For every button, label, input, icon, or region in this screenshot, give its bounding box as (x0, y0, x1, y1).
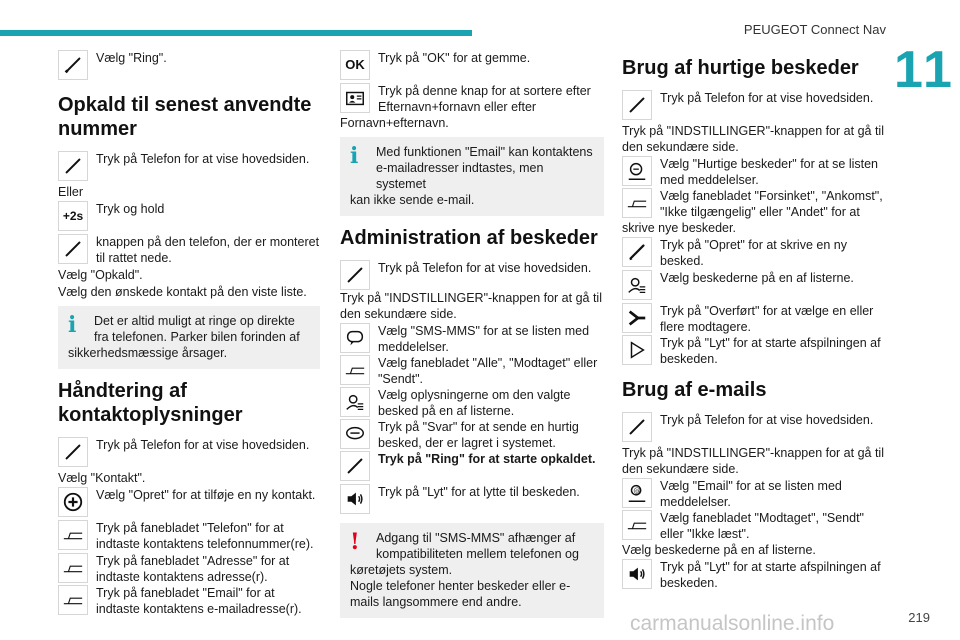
section-heading: Opkald til senest anvendte nummer (58, 94, 312, 140)
step-text: Tryk på fanebladet "Email" for at indtaste kontaktens e-mailadresse(r). (96, 586, 302, 616)
warning-icon: ! (350, 529, 360, 555)
step-text: Tryk på Telefon for at vise hovedsiden. (660, 413, 874, 427)
step-text: Vælg "Opkald". (58, 268, 143, 282)
step-item (622, 237, 884, 270)
section-heading: Håndtering af kontaktoplysninger (58, 380, 243, 426)
write-icon (622, 237, 652, 267)
details-list-icon (622, 270, 652, 300)
section-heading: Brug af e-mails (622, 379, 767, 401)
pen-icon (58, 234, 88, 264)
step-item (340, 50, 604, 83)
step-item (622, 559, 884, 592)
sms-icon (340, 323, 370, 353)
step-item (58, 520, 320, 553)
step-text: Fornavn+efternavn. (340, 116, 449, 130)
speaker-icon (340, 484, 370, 514)
step-text: Tryk på Telefon for at vise hovedsiden. (660, 91, 874, 105)
step-item (622, 510, 884, 542)
header-bar (0, 30, 472, 36)
step-text: Tryk på "INDSTILLINGER"-knappen for at gå til den sekundære side. (340, 291, 602, 321)
speaker-icon (622, 559, 652, 589)
step-text: Vælg fanebladet "Forsinket", "Ankomst", "Ikke tilgængelig" eller "Andet" for at (660, 189, 883, 219)
step-item (622, 412, 884, 445)
pen-icon (58, 151, 88, 181)
add-circle-icon (58, 487, 88, 517)
step-text: Tryk på "Opret" for at skrive en ny besked. (660, 238, 847, 268)
pen-icon (340, 451, 370, 481)
step-item (58, 487, 320, 520)
email-icon (622, 478, 652, 508)
step-text: Vælg den ønskede kontakt på den viste liste. (58, 285, 307, 299)
pen-icon (622, 412, 652, 442)
pen-icon (58, 50, 88, 80)
step-text: Tryk på "INDSTILLINGER"-knappen for at gå til den sekundære side. (622, 124, 884, 154)
watermark: carmanualsonline.info (630, 612, 835, 635)
step-text: Vælg "Email" for at se listen med meddelelser. (660, 479, 842, 509)
column-3 (622, 50, 884, 592)
step-item (622, 303, 884, 335)
step-text: Tryk på Telefon for at vise hovedsiden. (96, 152, 310, 166)
step-text: Tryk på fanebladet "Adresse" for at indtaste kontaktens adresse(r). (96, 554, 290, 584)
step-text: Tryk på denne knap for at sortere efter Efternavn+fornavn eller efter (378, 84, 591, 114)
column-1 (58, 50, 320, 617)
svg-text:@: @ (633, 486, 641, 495)
pen-icon (622, 90, 652, 120)
step-text: Vælg fanebladet "Alle", "Modtaget" eller "Sendt". (378, 356, 598, 386)
step-item (58, 234, 320, 267)
step-text: Tryk på "INDSTILLINGER"-knappen for at gå til den sekundære side. (622, 446, 884, 476)
step-item (340, 419, 604, 451)
info-box: i Med funktionen "Email" kan kontaktens e-mailadresser indtastes, men systemet kan ikke sende e-mail. (340, 137, 604, 216)
info-icon: i (68, 312, 77, 338)
step-text: Vælg fanebladet "Modtaget", "Sendt" eller "Ikke læst". (660, 511, 864, 541)
step-item (340, 387, 604, 419)
header-title: PEUGEOT Connect Nav (743, 22, 886, 37)
page-number: 219 (908, 610, 930, 625)
pen-icon (58, 437, 88, 467)
step-item (58, 553, 320, 585)
step-item (340, 83, 604, 115)
step-text: Tryk på "Lyt" for at starte afspilningen af beskeden. (660, 560, 881, 590)
column-2 (340, 50, 604, 626)
step-text: Vælg "Kontakt". (58, 471, 146, 485)
step-item (340, 484, 604, 517)
step-item (58, 201, 320, 234)
step-text: Vælg "Ring". (96, 51, 167, 65)
step-item (340, 451, 604, 484)
step-text: Vælg beskederne på en af listerne. (622, 543, 816, 557)
quick-message-icon (622, 156, 652, 186)
step-item (622, 90, 884, 123)
step-item (340, 260, 604, 290)
step-item (58, 151, 320, 184)
chapter-number: 11 (894, 41, 955, 99)
step-item (622, 188, 884, 220)
section-heading: Administration af beskeder (340, 227, 598, 249)
press-2s-icon: +2s (58, 201, 88, 231)
tab-icon (58, 520, 88, 550)
step-item (622, 156, 884, 188)
text-or: Eller (58, 185, 84, 199)
details-list-icon (340, 387, 370, 417)
info-box: i Det er altid muligt at ringe op direkte fra telefonen. Parker bilen forinden af sikkerhedsmæssige årsager. (58, 306, 320, 369)
step-text: Tryk på "Lyt" for at lytte til beskeden. (378, 485, 580, 499)
step-item (58, 50, 320, 83)
step-text: Vælg beskederne på en af listerne. (660, 271, 854, 285)
step-item (622, 270, 884, 303)
ok-icon: OK (340, 50, 370, 80)
step-item (622, 335, 884, 368)
step-item (340, 323, 604, 355)
step-item (340, 355, 604, 387)
step-text: Vælg "Opret" for at tilføje en ny kontakt. (96, 488, 316, 502)
tab-icon (58, 585, 88, 615)
step-text: knappen på den telefon, der er monteret til rattet nede. (96, 235, 320, 265)
step-text: Vælg "Hurtige beskeder" for at se listen med meddelelser. (660, 157, 879, 187)
tab-icon (622, 510, 652, 540)
step-text: Vælg "SMS-MMS" for at se listen med meddelelser. (378, 324, 590, 354)
step-item (622, 478, 884, 510)
section-heading: Brug af hurtige beskeder (622, 57, 859, 79)
warning-box: ! Adgang til "SMS-MMS" afhænger af kompatibiliteten mellem telefonen og køretøjets system. Nogle telefoner henter beskeder eller e-mails langsommere end andre. (340, 523, 604, 618)
step-text: Tryk på "Overført" for at vælge en eller flere modtagere. (660, 304, 874, 334)
tab-icon (622, 188, 652, 218)
step-text: Tryk på Telefon for at vise hovedsiden. (96, 438, 310, 452)
step-item (58, 437, 320, 470)
step-text: Tryk på "Lyt" for at starte afspilningen af beskeden. (660, 336, 881, 366)
contact-sort-icon (340, 83, 370, 113)
pen-icon (340, 260, 370, 290)
step-text: Tryk på "Svar" for at sende en hurtig besked, der er lagret i systemet. (378, 420, 579, 450)
info-icon: i (350, 143, 359, 169)
forward-icon (622, 303, 652, 333)
step-text: Tryk og hold (96, 202, 165, 216)
step-text: Tryk på "Ring" for at starte opkaldet. (378, 452, 596, 466)
step-text: Vælg oplysningerne om den valgte besked på en af listerne. (378, 388, 571, 418)
play-icon (622, 335, 652, 365)
step-text: skrive nye beskeder. (622, 221, 736, 235)
tab-icon (340, 355, 370, 385)
step-text: Tryk på fanebladet "Telefon" for at indtaste kontaktens telefonnummer(re). (96, 521, 314, 551)
tab-icon (58, 553, 88, 583)
step-text: Tryk på "OK" for at gemme. (378, 51, 531, 65)
step-text: Tryk på Telefon for at vise hovedsiden. (378, 261, 592, 275)
step-item (58, 585, 320, 617)
reply-icon (340, 419, 370, 449)
